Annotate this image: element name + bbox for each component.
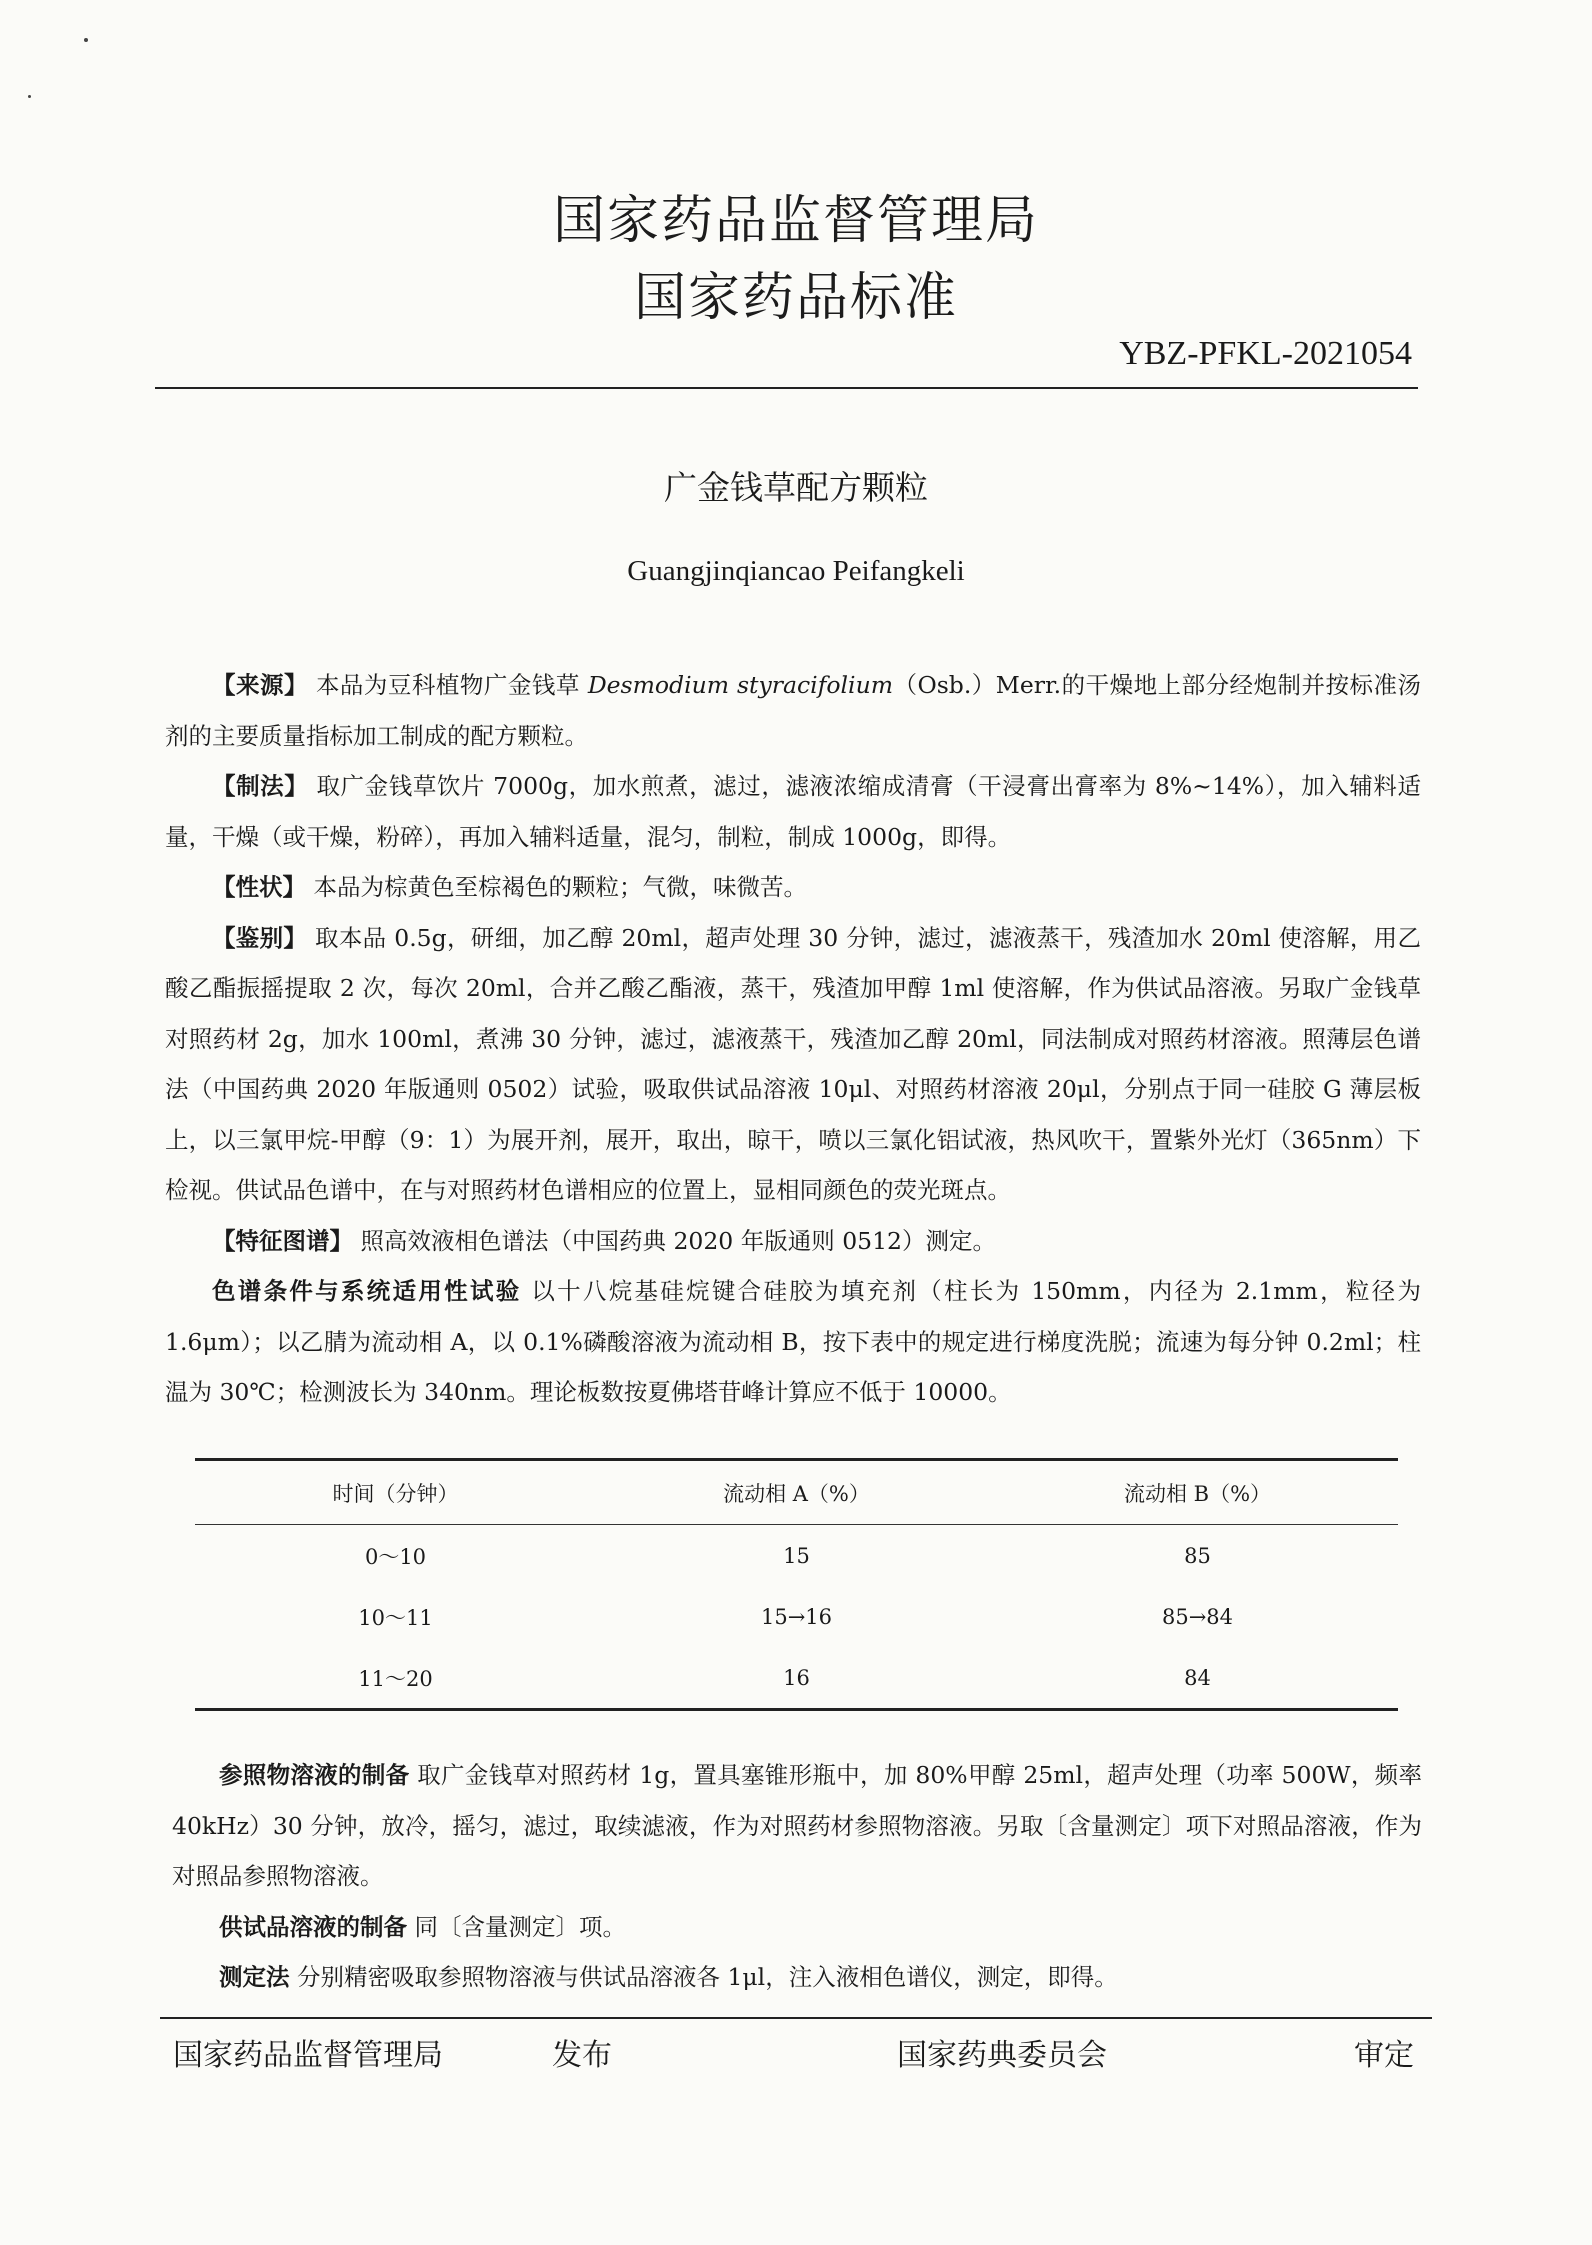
section-text: 以十八烷基硅烷键合硅胶为填充剂（柱长为 150mm，内径为 2.1mm，粒径为 1.6μm）；以乙腈为流动相 A，以 0.1%磷酸溶液为流动相 B，按下表中的规定进行梯度洗脱；流速为每分钟 0.2ml；柱温为 30℃；检测波长为 340nm。理论板数按夏佛塔苷峰计算应不低于 10000。 [165,1277,1421,1406]
footer-issuer: 国家药品监督管理局 [173,2038,443,2073]
section-label: 【鉴别】 [212,923,308,952]
product-name-pinyin: Guangjinqiancao Peifangkeli [627,555,965,587]
gradient-table [195,1458,1398,1711]
section-label: 色谱条件与系统适用性试验 [212,1277,522,1305]
table-cell: 10～11 [358,1605,433,1630]
section-text: 同〔含量测定〕项。 [414,1912,626,1941]
section-label: 【来源】 [212,671,308,699]
table-cell: 0～10 [364,1544,427,1569]
table-header-cell: 流动相 A（%） [723,1481,870,1506]
table-row [195,1586,1398,1647]
section-label: 【特征图谱】 [212,1226,353,1255]
section-text: 分别精密吸取参照物溶液与供试品溶液各 1μl，注入液相色谱仪，测定，即得。 [296,1963,1118,1991]
section-label: 测定法 [219,1963,290,1991]
section-preparation [165,761,1421,862]
section-chromatographic [165,1266,1421,1418]
table-row [195,1647,1398,1708]
footer-issue-word: 发布 [552,2038,612,2073]
section-label: 参照物溶液的制备 [219,1761,410,1789]
section-fingerprint [165,1216,1421,1267]
table-rule-bottom [195,1708,1398,1711]
section-identification [165,913,1421,1216]
section-label: 【性状】 [212,873,306,901]
table-row [195,1525,1398,1586]
section-source [165,660,1421,761]
document-title-line1: 国家药品监督管理局 [552,191,1039,251]
section-text: 本品为豆科植物广金钱草 [315,671,580,699]
section-determination [172,1952,1422,2003]
table-cell: 16 [783,1665,810,1690]
table-cell: 15→16 [760,1604,833,1629]
table-header-cell: 流动相 B（%） [1123,1481,1272,1506]
standard-code: YBZ-PFKL-2021054 [1119,335,1412,372]
section-text: 本品为棕黄色至棕褐色的颗粒；气微，味微苦。 [313,873,807,901]
section-label: 供试品溶液的制备 [219,1912,407,1941]
table-header-row [195,1461,1398,1524]
header-rule [155,387,1418,389]
section-character [165,862,1421,913]
section-text: 照高效液相色谱法（中国药典 2020 年版通则 0512）测定。 [360,1226,997,1255]
footer-review-word: 审定 [1354,2038,1414,2073]
table-cell: 85 [1184,1543,1211,1568]
table-cell: 11～20 [358,1666,433,1691]
document-title-line2: 国家药品标准 [633,268,958,328]
section-reference-solution [172,1750,1422,1902]
table-cell: 15 [783,1543,810,1568]
footer-rule [160,2017,1432,2019]
main-body-continued [172,1750,1422,2003]
main-body [165,660,1421,1418]
latin-name: Desmodium styracifolium [587,671,893,699]
section-text: （Osb.）Merr.的干燥地上部分经炮制并按标准汤剂的主要质量指标加工制成的配方颗粒。 [165,671,1421,750]
table-cell: 84 [1184,1665,1211,1690]
section-test-solution [172,1902,1422,1953]
footer-reviewer: 国家药典委员会 [897,2038,1107,2073]
section-text: 取广金钱草对照药材 1g，置具塞锥形瓶中，加 80%甲醇 25ml，超声处理（功率 500W，频率 40kHz）30 分钟，放冷，摇匀，滤过，取续滤液，作为对照药材参照物溶液。另取〔含量测定〕项下对照品溶液，作为对照品参照物溶液。 [172,1761,1422,1890]
table-cell: 85→84 [1161,1604,1234,1629]
section-label: 【制法】 [212,772,309,800]
product-name-cn: 广金钱草配方颗粒 [664,468,928,507]
section-text: 取广金钱草饮片 7000g，加水煎煮，滤过，滤液浓缩成清膏（干浸膏出膏率为 8%~14%），加入辅料适量，干燥（或干燥，粉碎），再加入辅料适量，混匀，制粒，制成 1000g，即得。 [165,772,1421,851]
section-text: 取本品 0.5g，研细，加乙醇 20ml，超声处理 30 分钟，滤过，滤液蒸干，残渣加水 20ml 使溶解，用乙酸乙酯振摇提取 2 次，每次 20ml，合并乙酸乙酯液，蒸干，残渣加甲醇 1ml 使溶解，作为供试品溶液。另取广金钱草对照药材 2g，加水 100ml，煮沸 30 分钟，滤过，滤液蒸干，残渣加乙醇 20ml，同法制成对照药材溶液。照薄层色谱法（中国药典 2020 年版通则 0502）试验，吸取供试品溶液 10μl、对照药材溶液 20μl，分别点于同一硅胶 G 薄层板上，以三氯甲烷-甲醇（9：1）为展开剂，展开，取出，晾干，喷以三氯化铝试液，热风吹干，置紫外光灯（365nm）下检视。供试品色谱中，在与对照药材色谱相应的位置上，显相同颜色的荧光斑点。 [165,923,1421,1204]
table-header-cell: 时间（分钟） [332,1481,459,1506]
